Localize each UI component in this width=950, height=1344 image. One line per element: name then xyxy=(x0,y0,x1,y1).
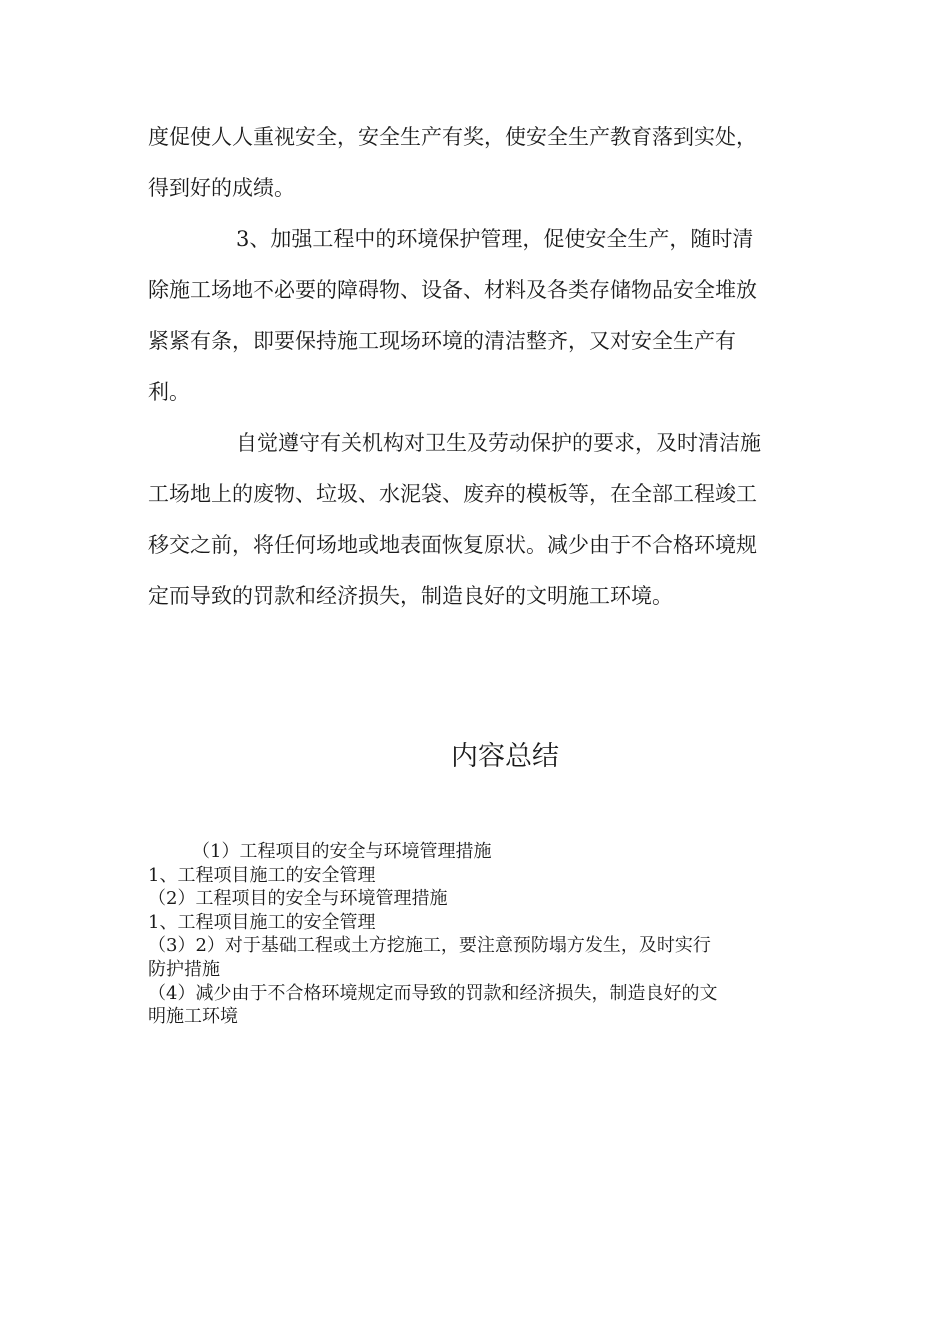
paragraph-line: 利。 xyxy=(148,380,190,404)
summary-title: 内容总结 xyxy=(451,741,559,772)
summary-item: 防护措施 xyxy=(148,958,220,980)
summary-item: （1）工程项目的安全与环境管理措施 xyxy=(192,841,492,862)
paragraph-hygiene-protection xyxy=(148,418,808,622)
paragraph-line: 紧紧有条，即要保持施工现场环境的清洁整齐，又对安全生产有 xyxy=(148,329,736,353)
summary-item: （4）减少由于不合格环境规定而导致的罚款和经济损失，制造良好的文 xyxy=(148,982,718,1004)
summary-list xyxy=(148,840,808,1029)
paragraph-line: 定而导致的罚款和经济损失，制造良好的文明施工环境。 xyxy=(148,584,673,608)
summary-item: 明施工环境 xyxy=(148,1006,238,1028)
summary-item: 1、工程项目施工的安全管理 xyxy=(148,911,376,933)
paragraph-line: 除施工场地不必要的障碍物、设备、材料及各类存储物品安全堆放 xyxy=(148,278,757,302)
paragraph-line: 移交之前，将任何场地或地表面恢复原状。减少由于不合格环境规 xyxy=(148,533,757,557)
summary-item: （2）工程项目的安全与环境管理措施 xyxy=(148,888,448,910)
paragraph-line: 度促使人人重视安全，安全生产有奖，使安全生产教育落到实处， xyxy=(148,125,757,149)
paragraph-line: 工场地上的废物、垃圾、水泥袋、废弃的模板等，在全部工程竣工 xyxy=(148,482,757,506)
summary-item: （3）2）对于基础工程或土方挖施工，要注意预防塌方发生，及时实行 xyxy=(148,935,711,957)
summary-item: 1、工程项目施工的安全管理 xyxy=(148,864,376,886)
paragraph-line: 3、加强工程中的环境保护管理，促使安全生产，随时清 xyxy=(236,227,754,251)
paragraph-environment-management xyxy=(148,214,808,418)
paragraph-line: 自觉遵守有关机构对卫生及劳动保护的要求，及时清洁施 xyxy=(236,431,761,455)
paragraph-safety-education xyxy=(148,112,808,214)
paragraph-line: 得到好的成绩。 xyxy=(148,176,295,200)
